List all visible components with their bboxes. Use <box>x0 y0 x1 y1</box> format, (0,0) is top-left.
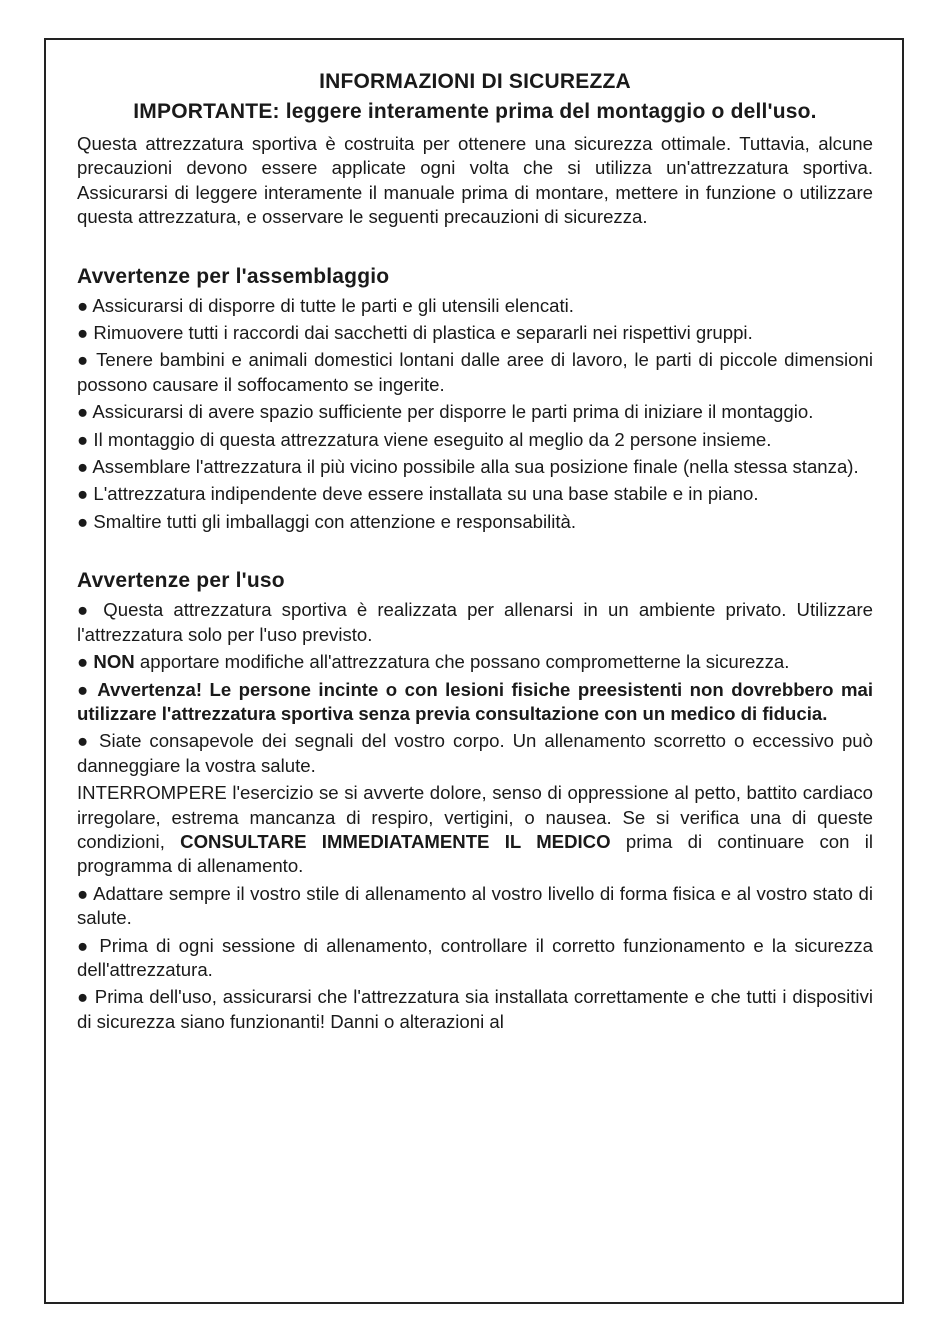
usage-text: apportare modifiche all'attrezzatura che possano comprometterne la sicurezza. <box>134 651 790 673</box>
assembly-item: ● Assicurarsi di avere spazio sufficiente per disporre le parti prima di iniziare il montaggio. <box>77 401 814 423</box>
assembly-item: ● Assicurarsi di disporre di tutte le parti e gli utensili elencati. <box>77 294 574 316</box>
usage-list <box>77 598 873 1034</box>
usage-text: INTERROMPERE l'esercizio se si avverte dolore, senso di oppressione al petto, battito cardiaco irregolare, estrema mancanza di respiro, vertigini, o nausea. Se si verifica una di queste condizioni, <box>77 782 873 852</box>
consult-doctor-emphasis: CONSULTARE IMMEDIATAMENTE IL MEDICO <box>180 830 611 852</box>
stop-exercise-paragraph <box>77 781 873 879</box>
usage-heading: Avvertenze per l'uso <box>77 569 285 593</box>
assembly-item: ● L'attrezzatura indipendente deve essere installata su una base stabile e in piano. <box>77 483 759 505</box>
usage-item: ● Adattare sempre il vostro stile di allenamento al vostro livello di forma fisica e al vostro stato di salute. <box>77 882 873 929</box>
assembly-list <box>77 294 873 535</box>
usage-item: ● Siate consapevole dei segnali del vostro corpo. Un allenamento scorretto o eccessivo può danneggiare la vostra salute. <box>77 730 873 776</box>
assembly-heading: Avvertenze per l'assemblaggio <box>77 264 390 288</box>
assembly-item: ● Rimuovere tutti i raccordi dai sacchetti di plastica e separarli nei rispettivi gruppi. <box>77 322 753 344</box>
usage-item: ● Prima di ogni sessione di allenamento, controllare il corretto funzionamento e la sicurezza dell'attrezzatura. <box>77 934 873 980</box>
assembly-item: ● Il montaggio di questa attrezzatura viene eseguito al meglio da 2 persone insieme. <box>77 428 772 450</box>
safety-document <box>77 68 873 1037</box>
usage-item <box>77 650 873 674</box>
assembly-item: ● Tenere bambini e animali domestici lontani dalle aree di lavoro, le parti di piccole dimensioni possono causare il soffocamento se ingerite. <box>77 349 873 395</box>
usage-item: ● Prima dell'uso, assicurarsi che l'attrezzatura sia installata correttamente e che tutti i dispositivi di sicurezza siano funzionanti! Danni o alterazioni al <box>77 986 873 1032</box>
assembly-item: ● Smaltire tutti gli imballaggi con attenzione e responsabilità. <box>77 510 577 532</box>
pregnancy-warning: ● Avvertenza! Le persone incinte o con lesioni fisiche preesistenti non dovrebbero mai utilizzare l'attrezzatura sportiva senza previa consultazione con un medico di fiducia. <box>77 678 873 724</box>
document-title: INFORMAZIONI DI SICUREZZA <box>319 70 631 93</box>
assembly-item: ● Assemblare l'attrezzatura il più vicino possibile alla sua posizione finale (nella stessa stanza). <box>77 456 859 478</box>
document-subtitle: IMPORTANTE: leggere interamente prima del montaggio o dell'uso. <box>133 100 817 123</box>
bullet: ● <box>77 651 94 673</box>
usage-text: prima di continuare con il programma di allenamento. <box>77 830 874 877</box>
intro-paragraph: Questa attrezzatura sportiva è costruita per ottenere una sicurezza ottimale. Tuttavia, alcune precauzioni devono essere applicate ogni volta che si utilizza un'attrezzatura sportiva. Assicurarsi di leggere interamente il manuale prima di montare, mettere in funzione o utilizzare questa attrezzatura, e osservare le seguenti precauzioni di sicurezza. <box>77 133 873 228</box>
usage-item: ● Questa attrezzatura sportiva è realizzata per allenarsi in un ambiente privato. Utilizzare l'attrezzatura solo per l'uso previsto. <box>77 599 873 645</box>
usage-emphasis: NON <box>93 651 135 673</box>
